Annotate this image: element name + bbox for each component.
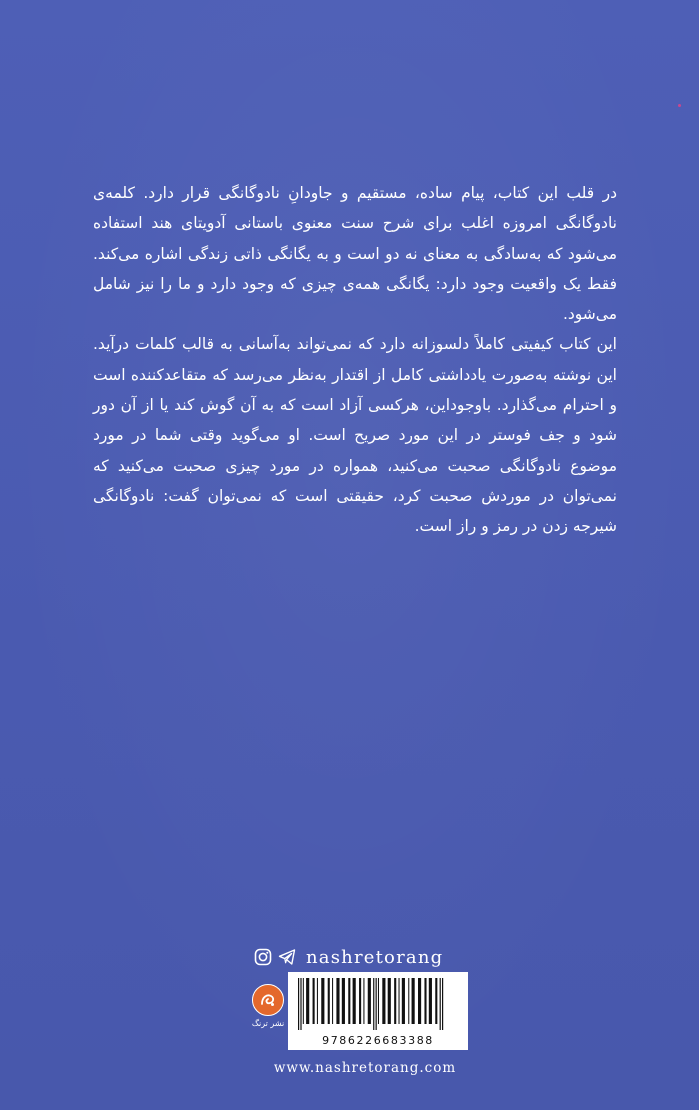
social-handle: nashretorang — [306, 946, 444, 968]
barcode-bars — [288, 972, 468, 1032]
telegram-icon — [278, 948, 296, 966]
isbn-barcode — [288, 972, 468, 1050]
book-blurb — [93, 178, 617, 542]
publisher-logo-badge — [252, 984, 284, 1016]
isbn-number: 9786226683388 — [322, 1034, 434, 1047]
blurb-paragraph-1: در قلب این کتاب، پیام ساده، مستقیم و جاودانِ نادوگانگی قرار دارد. کلمه‌ی نادوگانگی امروزه اغلب برای شرح سنت معنوی باستانی آدویتای هند استفاده می‌شود که به‌سادگی به معنای نه دو است و به یگانگی ذاتی زندگی اشاره می‌کند. فقط یک واقعیت وجود دارد: یگانگی همه‌ی چیزی که وجود دارد و ما را نیز شامل می‌شود. — [93, 184, 617, 324]
publisher-logo — [252, 984, 284, 1040]
instagram-icon — [254, 948, 272, 966]
publisher-website: www.nashretorang.com — [273, 1060, 457, 1076]
publisher-name: نشر ترنگ — [251, 1019, 285, 1028]
decorative-speck — [678, 104, 681, 107]
blurb-paragraph-2: این کتاب کیفیتی کاملاً دلسوزانه دارد که نمی‌تواند به‌آسانی به قالب کلمات درآید. این نوشته به‌صورت یادداشتی کامل از اقتدار به‌نظر می‌رسد که متقاعدکننده است و احترام می‌گذارد. باوجوداین، هرکسی آزاد است که به آن گوش کند یا از آن دور شود و جف فوستر در این مورد صریح است. او می‌گوید وقتی شما در مورد موضوع نادوگانگی صحبت می‌کنید، همواره در مورد چیزی صحبت می‌کنید که نمی‌توان در موردش صحبت کرد، حقیقتی است که نمی‌توان گفت: نادوگانگی شیرجه زدن در رمز و راز است. — [93, 335, 617, 536]
social-handle-row — [254, 944, 476, 970]
